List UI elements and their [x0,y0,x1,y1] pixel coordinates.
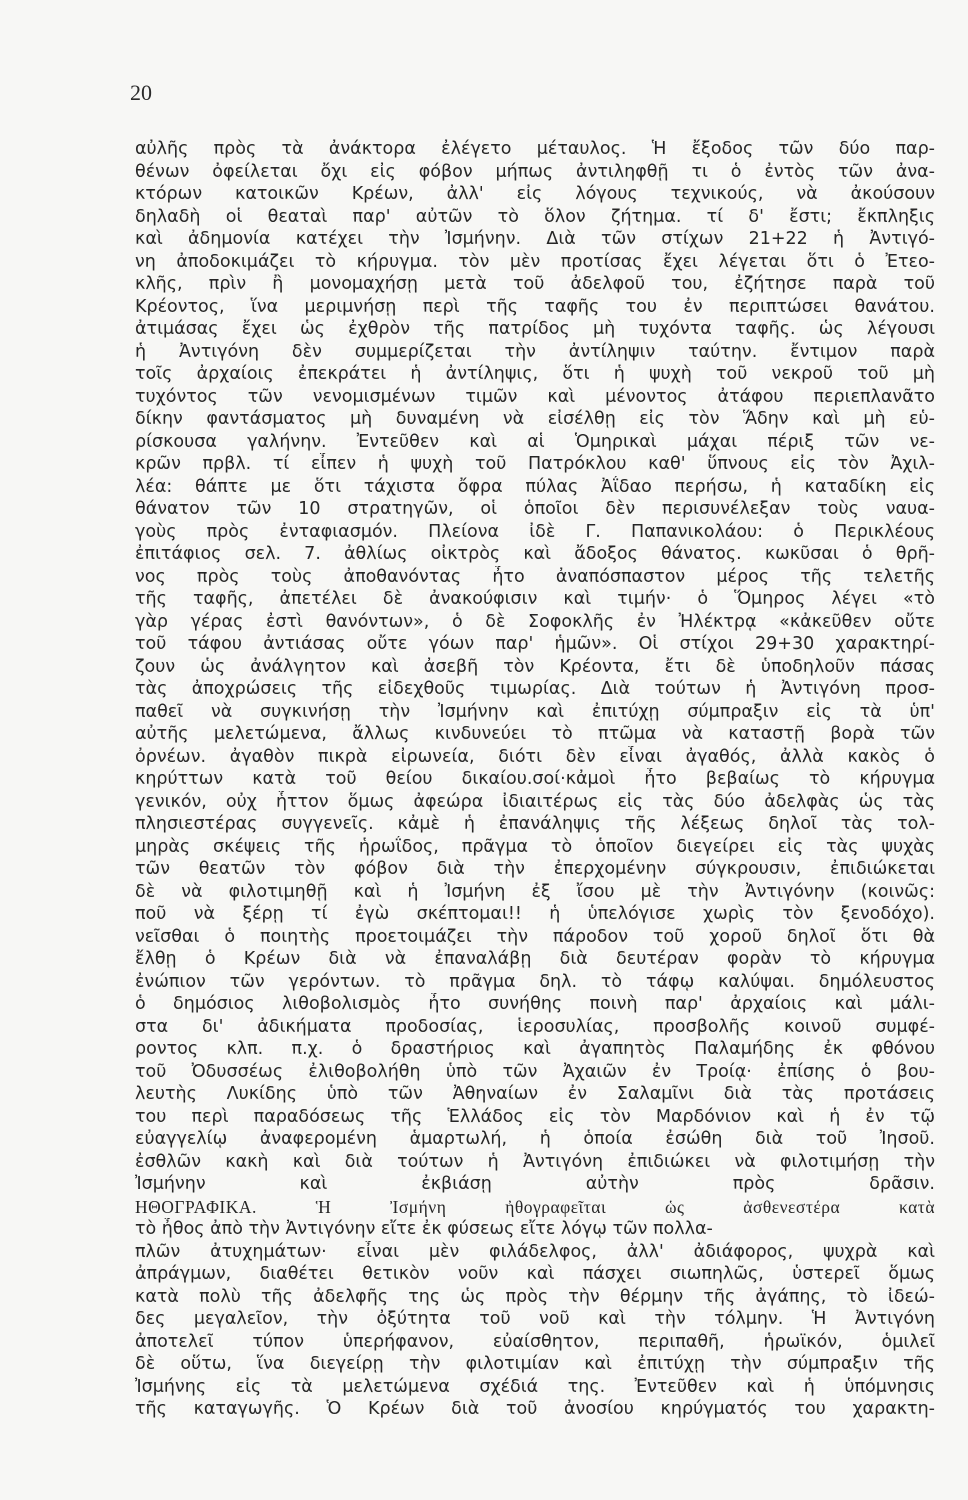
text-line: κτόρων κατοικῶν Κρέων, ἀλλ' εἰς λόγους τεχνικούς, νὰ ἀκούσουν [135,184,935,204]
text-line: ἡ Ἀντιγόνη δὲν συμμερίζεται τὴν ἀντίληψιν ταύτην. ἔντιμον παρὰ [135,341,935,362]
text-line: ἀτιμάσας ἔχει ὡς ἐχθρὸν τῆς πατρίδος μὴ τυχόντα ταφῆς. ὡς λέγουσι [135,319,935,339]
text-line: αὐλῆς πρὸς τὰ ἀνάκτορα ἐλέγετο μέταυλος. Ἡ ἔξοδος τῶν δύο παρ- [135,139,935,159]
text-line: τῆς καταγωγῆς. Ὁ Κρέων διὰ τοῦ ἀνοσίου κηρύγματός του χαρακτη- [135,1399,935,1419]
text-line: κατὰ πολὺ τῆς ἀδελφῆς της ὡς πρὸς τὴν θέρμην τῆς ἀγάπης, τὸ ἰδεώ- [135,1286,935,1307]
text-line: τῆς ταφῆς, ἀπετέλει δὲ ἀνακούφισιν καὶ τιμήν· ὁ Ὅμηρος λέγει «τὸ [135,589,935,609]
text-line: λέα: θάπτε με ὅτι τάχιστα ὄφρα πύλας Ἀΐδαο περήσω, ἡ καταδίκη εἰς [135,476,935,497]
text-line: κηρύττων κατὰ τοῦ θείου δικαίου.σοί·κἀμοὶ ἦτο βεβαίως τὸ κήρυγμα [135,769,935,789]
text-line: ἀποτελεῖ τύπον ὑπερήφανον, εὐαίσθητον, περιπαθῆ, ἡρωϊκόν, ὁμιλεῖ [135,1331,935,1352]
text-line: τῶν θεατῶν τὸν φόβον διὰ τὴν ἐπερχομένην σύγκρουσιν, ἐπιδιώκεται [135,859,935,879]
text-line: νεῖσθαι ὁ ποιητὴς προετοιμάζει τὴν πάροδον τοῦ χοροῦ δηλοῖ ὅτι θὰ [135,926,935,947]
text-line: γοὺς πρὸς ἐνταφιασμόν. Πλείονα ἰδὲ Γ. Παπανικολάου: ὁ Περικλέους [135,521,935,542]
text-line: τοῦ τάφου ἀντιάσας οὔτε γόων παρ' ἡμῶν». Οἱ στίχοι 29+30 χαρακτηρί- [135,634,935,654]
text-line: ζουν ὡς ἀνάλγητον καὶ ἀσεβῆ τὸν Κρέοντα, ἔτι δὲ ὑποδηλοῦν πάσας [135,656,935,677]
text-line: λευτὴς Λυκίδης ὑπὸ τῶν Ἀθηναίων ἐν Σαλαμῖνι διὰ τὰς προτάσεις [135,1084,935,1104]
text-line: γενικόν, οὐχ ἧττον ὅμως ἀφεώρα ἰδιαιτέρως εἰς τὰς δύο ἀδελφὰς ὡς τὰς [135,791,935,812]
text-line: θένων ὀφείλεται ὄχι εἰς φόβον μήπως ἀντιληφθῇ τι ὁ ἐντὸς τῶν ἀνα- [135,161,935,182]
text-line: Κρέοντος, ἵνα μεριμνήσῃ περὶ τῆς ταφῆς του ἐν περιπτώσει θανάτου. [135,296,935,317]
text-line: στα δι' ἀδικήματα προδοσίας, ἱεροσυλίας, προσβολῆς κοινοῦ συμφέ- [135,1016,935,1037]
text-line: νη ἀποδοκιμάζει τὸ κήρυγμα. τὸν μὲν προτίσας ἔχει λέγεται ὅτι ὁ Ἐτεο- [135,251,935,272]
text-line: γὰρ γέρας ἐστὶ θανόντων», ὁ δὲ Σοφοκλῆς ἐν Ἠλέκτρᾳ «κἀκεῦθεν οὔτε [135,611,935,632]
text-line: Ἰσμήνης εἰς τὰ μελετώμενα σχέδιά της. Ἐντεῦθεν καὶ ἡ ὑπόμνησις [135,1376,935,1397]
text-line: τὰς ἀποχρώσεις τῆς εἰδεχθοῦς τιμωρίας. Διὰ τούτων ἡ Ἀντιγόνη προσ- [135,679,935,699]
text-line: τοῦ Ὀδυσσέως ἐλιθοβολήθη ὑπὸ τῶν Ἀχαιῶν ἐν Τροίᾳ· ἐπίσης ὁ βου- [135,1061,935,1082]
text-line: ἔλθῃ ὁ Κρέων διὰ νὰ ἐπαναλάβῃ διὰ δευτέραν φορὰν τὸ κήρυγμα [135,949,935,969]
text-line: καὶ ἀδημονία κατέχει τὴν Ἰσμήνην. Διὰ τῶν στίχων 21+22 ἡ Ἀντιγό- [135,229,935,249]
text-line: δες μεγαλεῖον, τὴν ὀξύτητα τοῦ νοῦ καὶ τὴν τόλμην. Ἡ Ἀντιγόνη [135,1309,935,1329]
text-line: δὲ νὰ φιλοτιμηθῇ καὶ ἡ Ἰσμήνη ἐξ ἴσου μὲ τὴν Ἀντιγόνην (κοινῶς: [135,881,935,902]
text-line: Ἰσμήνην καὶ ἐκβιάσῃ αὐτὴν πρὸς δρᾶσιν. [135,1174,935,1194]
text-line: ποῦ νὰ ξέρῃ τί ἐγὼ σκέπτομαι!! ἡ ὑπελόγισε χωρὶς τὸν ξενοδόχο). [135,904,935,924]
text-line: ἐνώπιον τῶν γερόντων. τὸ πρᾶγμα δηλ. τὸ τάφῳ καλύψαι. δημόλευστος [135,971,935,992]
text-line: εὐαγγελίῳ ἀναφερομένη ἁμαρτωλή, ἡ ὁποία ἐσώθη διὰ τοῦ Ἰησοῦ. [135,1129,935,1149]
text-line: τυχόντος τῶν νενομισμένων τιμῶν καὶ μένοντος ἀτάφου περιεπλανᾶτο [135,386,935,407]
text-line: ἀπράγμων, διαθέτει θετικὸν νοῦν καὶ πάσχει σιωπηλῶς, ὑστερεῖ ὅμως [135,1264,935,1284]
text-line: δίκην φαντάσματος μὴ δυναμένη νὰ εἰσέλθῃ εἰς τὸν Ἅδην καὶ μὴ εὑ- [135,409,935,429]
text-line: πλῶν ἀτυχημάτων· εἶναι μὲν φιλάδελφος, ἀλλ' ἀδιάφορος, ψυχρὰ καὶ [135,1241,935,1262]
text-line: ἐσθλῶν κακὴ καὶ διὰ τούτων ἡ Ἀντιγόνη ἐπιδιώκει νὰ φιλοτιμήσῃ τὴν [135,1151,935,1172]
text-line: ΗΘΟΓΡΑΦΙΚΑ. Ἡ Ἰσμήνη ἠθογραφεῖται ὡς ἀσθενεστέρα κατὰ [135,1196,935,1217]
text-line: ρίσκουσα γαλήνην. Ἐντεῦθεν καὶ αἱ Ὁμηρικαὶ μάχαι πέριξ τῶν νε- [135,431,935,452]
text-line: ροντος κλπ. π.χ. ὁ δραστήριος καὶ ἀγαπητὸς Παλαμήδης ἐκ φθόνου [135,1039,935,1059]
text-line: μηρὰς σκέψεις τῆς ἡρωΐδος, πρᾶγμα τὸ ὁποῖον διεγείρει εἰς τὰς ψυχὰς [135,836,935,857]
text-line: τοῖς ἀρχαίοις ἐπεκράτει ἡ ἀντίληψις, ὅτι ἡ ψυχὴ τοῦ νεκροῦ τοῦ μὴ [135,364,935,384]
text-line: ὀρνέων. ἀγαθὸν πικρὰ εἰρωνεία, διότι δὲν εἶναι ἀγαθός, ἀλλὰ κακὸς ὁ [135,746,935,767]
body-text [135,138,935,1421]
text-line: ὁ δημόσιος λιθοβολισμὸς ἦτο συνήθης ποινὴ παρ' ἀρχαίοις καὶ μάλι- [135,994,935,1014]
text-line: κρῶν πρβλ. τί εἶπεν ἡ ψυχὴ τοῦ Πατρόκλου καθ' ὕπνους εἰς τὸν Ἀχιλ- [135,454,935,474]
text-line: τὸ ἦθος ἀπὸ τὴν Ἀντιγόνην εἴτε ἐκ φύσεως εἴτε λόγῳ τῶν πολλα- [135,1219,713,1239]
text-line: πλησιεστέρας συγγενεῖς. κἀμὲ ἡ ἐπανάληψις τῆς λέξεως δηλοῖ τὰς τολ- [135,814,935,834]
text-line: δὲ οὕτω, ἵνα διεγείρῃ τὴν φιλοτιμίαν καὶ ἐπιτύχῃ τὴν σύμπραξιν τῆς [135,1354,935,1374]
text-line: αὐτῆς μελετώμενα, ἄλλως κινδυνεύει τὸ πτῶμα νὰ καταστῇ βορὰ τῶν [135,724,935,744]
page-number: 20 [130,80,152,105]
text-line: νος πρὸς τοὺς ἀποθανόντας ἦτο ἀναπόσπαστον μέρος τῆς τελετῆς [135,566,935,587]
text-line: του περὶ παραδόσεως τῆς Ἑλλάδος εἰς τὸν Μαρδόνιον καὶ ἡ ἐν τῷ [135,1106,935,1127]
text-line: δηλαδὴ οἱ θεαταὶ παρ' αὐτῶν τὸ ὅλον ζήτημα. τί δ' ἔστι; ἔκπληξις [135,206,935,227]
text-line: κλῆς, πρὶν ἢ μονομαχήσῃ μετὰ τοῦ ἀδελφοῦ του, ἐζήτησε παρὰ τοῦ [135,274,935,294]
text-line: ἐπιτάφιος σελ. 7. ἀθλίως οἰκτρὸς καὶ ἄδοξος θάνατος. κωκῦσαι ὁ θρῆ- [135,544,935,564]
text-line: παθεῖ νὰ συγκινήσῃ τὴν Ἰσμήνην καὶ ἐπιτύχῃ σύμπραξιν εἰς τὰ ὑπ' [135,701,935,722]
text-line: θάνατον τῶν 10 στρατηγῶν, οἱ ὁποῖοι δὲν περισυνέλεξαν τοὺς ναυα- [135,499,935,519]
